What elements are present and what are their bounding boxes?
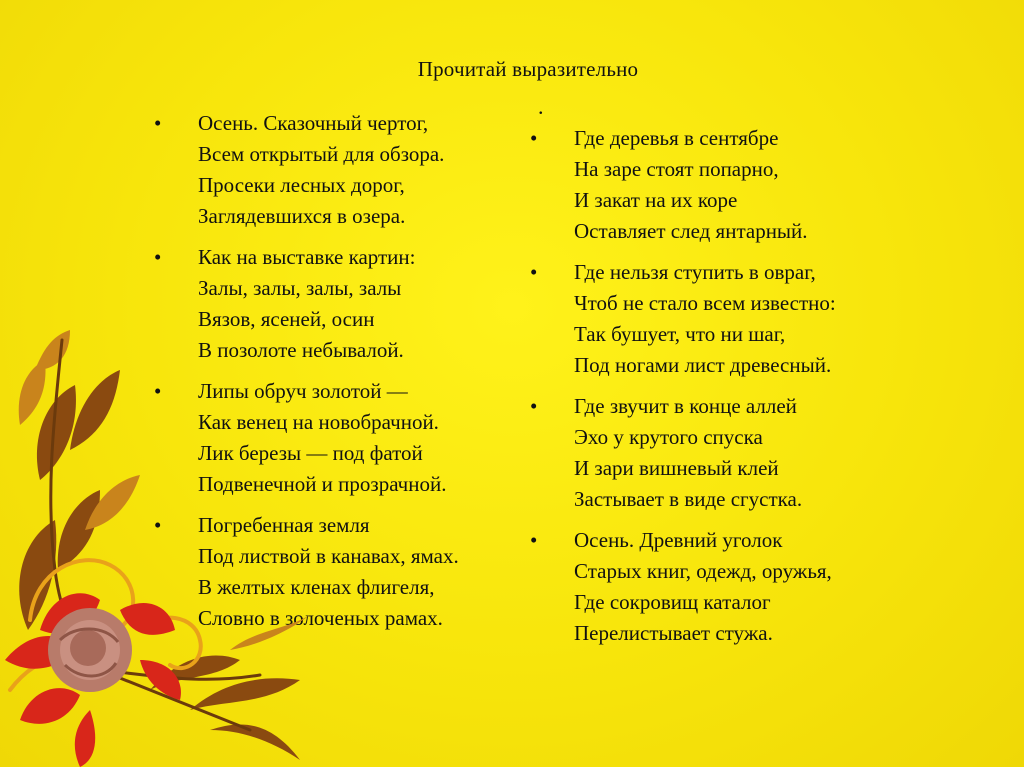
poem-line: Эхо у крутого спуска xyxy=(574,425,763,449)
poem-line: И зари вишневый клей xyxy=(574,456,779,480)
poem-line: Как венец на новобрачной. xyxy=(198,410,439,434)
poem-line: Оставляет след янтарный. xyxy=(574,219,808,243)
stanza xyxy=(530,123,970,247)
poem-line: Лик березы — под фатой xyxy=(198,441,423,465)
poem-line: Старых книг, одежд, оружья, xyxy=(574,559,832,583)
stanza xyxy=(530,257,970,381)
bullet-icon: • xyxy=(154,513,162,537)
poem-line: Словно в золоченых рамах. xyxy=(198,606,443,630)
poem-column-right xyxy=(530,94,970,659)
poem-line: Под листвой в канавах, ямах. xyxy=(198,544,459,568)
poem-line: Где звучит в конце аллей xyxy=(574,394,797,418)
poem-line: Застывает в виде сгустка. xyxy=(574,487,803,511)
poem-line: Всем открытый для обзора. xyxy=(198,142,445,166)
poem-line: Вязов, ясеней, осин xyxy=(198,307,375,331)
poem-line: Чтоб не стало всем известно: xyxy=(574,291,836,315)
stanza xyxy=(530,391,970,515)
poem-line: Осень. Сказочный чертог, xyxy=(198,111,429,135)
poem-line: Под ногами лист древесный. xyxy=(574,353,832,377)
poem-line: Где нельзя ступить в овраг, xyxy=(574,260,816,284)
poem-line: Как на выставке картин: xyxy=(198,245,416,269)
slide-title: Прочитай выразительно xyxy=(417,57,639,81)
poem-line: Липы обруч золотой — xyxy=(198,379,408,403)
poem-line: Осень. Древний уголок xyxy=(574,528,783,552)
poem-line: Просеки лесных дорог, xyxy=(198,173,405,197)
bullet-icon: • xyxy=(154,111,162,135)
stray-mark: . xyxy=(538,94,544,119)
poem-line: В желтых кленах флигеля, xyxy=(198,575,435,599)
poem-line: Где сокровищ каталог xyxy=(574,590,771,614)
poem-line: Залы, залы, залы, залы xyxy=(198,276,402,300)
bullet-icon: • xyxy=(530,394,538,418)
stanza xyxy=(154,108,594,232)
poem-line: И закат на их коре xyxy=(574,188,738,212)
poem-line: Подвенечной и прозрачной. xyxy=(198,472,447,496)
poem-line: Заглядевшихся в озера. xyxy=(198,204,406,228)
stanza xyxy=(530,525,970,649)
bullet-icon: • xyxy=(530,260,538,284)
autumn-flower-branch-icon xyxy=(0,330,330,767)
bullet-icon: • xyxy=(154,379,162,403)
bullet-icon: • xyxy=(530,528,538,552)
poem-line: Где деревья в сентябре xyxy=(574,126,779,150)
bullet-icon: • xyxy=(530,126,538,150)
poem-line: Погребенная земля xyxy=(198,513,370,537)
poem-line: В позолоте небывалой. xyxy=(198,338,404,362)
poem-line: На заре стоят попарно, xyxy=(574,157,779,181)
poem-line: Так бушует, что ни шаг, xyxy=(574,322,786,346)
poem-line: Перелистывает стужа. xyxy=(574,621,773,645)
bullet-icon: • xyxy=(154,245,162,269)
